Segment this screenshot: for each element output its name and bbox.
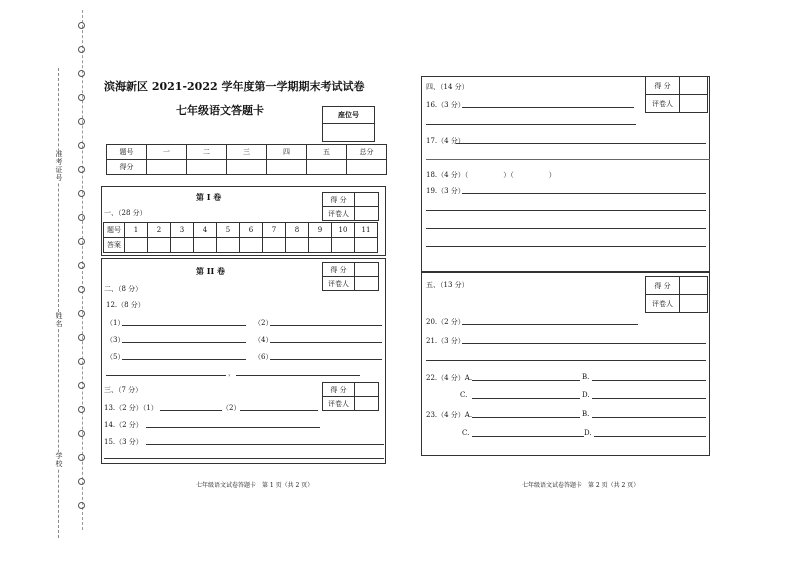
q15-line[interactable] bbox=[146, 444, 384, 445]
seat-input[interactable] bbox=[323, 124, 375, 142]
grader-cell[interactable] bbox=[355, 397, 379, 411]
q22-a-line[interactable] bbox=[472, 380, 580, 381]
seal-label-name: 姓名 bbox=[52, 312, 64, 328]
blank-7-line[interactable] bbox=[106, 375, 226, 376]
answer-cell[interactable] bbox=[125, 238, 148, 253]
grid-number: 3 bbox=[171, 223, 194, 238]
score-row-label: 得分 bbox=[107, 160, 147, 175]
grid-number: 2 bbox=[148, 223, 171, 238]
grid-number: 6 bbox=[240, 223, 263, 238]
q22-c-label: C. bbox=[460, 391, 468, 399]
q23-b-label: B. bbox=[582, 410, 590, 418]
score-col: 五 bbox=[307, 145, 347, 160]
q23-c-line[interactable] bbox=[472, 436, 584, 437]
blank-4-label: （4） bbox=[254, 336, 273, 344]
q13-label: 13.（2 分）（1） bbox=[104, 404, 158, 412]
q23-d-label: D. bbox=[584, 429, 592, 437]
score-label: 得 分 bbox=[323, 193, 355, 207]
hole-mark bbox=[78, 94, 85, 101]
hole-mark bbox=[78, 166, 85, 173]
score-col: 三 bbox=[227, 145, 267, 160]
grid-number: 8 bbox=[286, 223, 309, 238]
score-col: 二 bbox=[187, 145, 227, 160]
answer-cell[interactable] bbox=[286, 238, 309, 253]
section3-label: 三、（7 分） bbox=[104, 386, 143, 394]
footer-right: 七年级语文试卷答题卡 第 2 页（共 2 页） bbox=[522, 482, 640, 489]
score-cell[interactable] bbox=[355, 193, 379, 207]
hole-mark bbox=[78, 142, 85, 149]
comma-separator: ， bbox=[228, 369, 235, 377]
score-col: 总分 bbox=[347, 145, 387, 160]
score-label: 得 分 bbox=[646, 77, 680, 95]
score-summary-table bbox=[106, 144, 387, 175]
grader-label: 评卷人 bbox=[646, 295, 680, 313]
seat-label: 座位号 bbox=[323, 107, 375, 124]
grid-number: 11 bbox=[355, 223, 378, 238]
hole-mark bbox=[78, 262, 85, 269]
grid-number: 5 bbox=[217, 223, 240, 238]
answer-cell[interactable] bbox=[171, 238, 194, 253]
q22-c-line[interactable] bbox=[472, 398, 580, 399]
hole-mark bbox=[78, 358, 85, 365]
q19-line-3[interactable] bbox=[426, 228, 706, 229]
q22-d-label: D. bbox=[582, 391, 590, 399]
q19-line-4[interactable] bbox=[426, 246, 706, 247]
part2-title: 第 II 卷 bbox=[196, 266, 226, 276]
grader-label: 评卷人 bbox=[323, 207, 355, 221]
score-col: 一 bbox=[147, 145, 187, 160]
blank-1-line[interactable] bbox=[122, 325, 246, 326]
q22-d-line[interactable] bbox=[592, 398, 706, 399]
seal-label-school: 学校 bbox=[52, 452, 64, 468]
q23-label: 23.（4 分）A. bbox=[426, 411, 473, 419]
score-label: 得 分 bbox=[323, 383, 355, 397]
q13-2-label: （2） bbox=[222, 404, 241, 412]
section5-label: 五、（13 分） bbox=[426, 281, 469, 289]
seal-label-exam-id: 准考证号 bbox=[52, 150, 64, 182]
blank-6-line[interactable] bbox=[270, 359, 382, 360]
hole-mark bbox=[78, 454, 85, 461]
blank-3-label: （3） bbox=[106, 336, 125, 344]
score-table-header: 题号 bbox=[107, 145, 147, 160]
score-label: 得 分 bbox=[323, 263, 355, 277]
q21-line[interactable] bbox=[462, 343, 706, 344]
section2-label: 二、（8 分） bbox=[104, 285, 143, 293]
q12-label: 12.（8 分） bbox=[106, 301, 145, 309]
answer-cell[interactable] bbox=[355, 238, 378, 253]
blank-5-label: （5） bbox=[106, 353, 125, 361]
grader-cell[interactable] bbox=[680, 95, 708, 113]
hole-mark bbox=[78, 214, 85, 221]
blank-4-line[interactable] bbox=[270, 342, 382, 343]
grader-label: 评卷人 bbox=[323, 397, 355, 411]
blank-2-label: （2） bbox=[254, 319, 273, 327]
hole-mark bbox=[78, 478, 85, 485]
score-cell[interactable] bbox=[227, 160, 267, 175]
q21-line-2[interactable] bbox=[426, 360, 706, 361]
q14-label: 14.（2 分） bbox=[104, 421, 143, 429]
hole-mark bbox=[78, 118, 85, 125]
q22-b-line[interactable] bbox=[592, 380, 706, 381]
score-cell[interactable] bbox=[347, 160, 387, 175]
q22-b-label: B. bbox=[582, 373, 590, 381]
score-col: 四 bbox=[267, 145, 307, 160]
section3-score-box bbox=[322, 382, 379, 411]
q18-label: 18.（4 分）（ ）（ ） bbox=[426, 171, 556, 179]
q16-label: 16.（3 分） bbox=[426, 101, 465, 109]
grid-number: 9 bbox=[309, 223, 332, 238]
footer-left: 七年级语文试卷答题卡 第 1 页（共 2 页） bbox=[196, 482, 314, 489]
hole-mark bbox=[78, 46, 85, 53]
hole-mark bbox=[78, 286, 85, 293]
exam-title: 滨海新区 2021-2022 学年度第一学期期末考试试卷 bbox=[104, 80, 365, 93]
blank-8-line[interactable] bbox=[236, 375, 360, 376]
answer-cell[interactable] bbox=[263, 238, 286, 253]
q14-line[interactable] bbox=[146, 427, 320, 428]
grid-number: 7 bbox=[263, 223, 286, 238]
q17-line[interactable] bbox=[456, 143, 706, 144]
score-cell[interactable] bbox=[680, 277, 708, 295]
q13-2-line[interactable] bbox=[240, 410, 318, 411]
answer-cell[interactable] bbox=[148, 238, 171, 253]
grid-q-label: 题号 bbox=[104, 223, 125, 238]
section4-divider bbox=[426, 159, 710, 160]
score-label: 得 分 bbox=[646, 277, 680, 295]
hole-mark bbox=[78, 310, 85, 317]
grid-number: 1 bbox=[125, 223, 148, 238]
q22-label: 22.（4 分）A. bbox=[426, 374, 473, 382]
hole-mark bbox=[78, 406, 85, 413]
hole-mark bbox=[78, 238, 85, 245]
q23-d-line[interactable] bbox=[594, 436, 706, 437]
q15-line-2[interactable] bbox=[104, 458, 384, 459]
q23-c-label: C. bbox=[462, 429, 470, 437]
q19-line-2[interactable] bbox=[426, 210, 706, 211]
blank-3-line[interactable] bbox=[122, 342, 246, 343]
q20-label: 20.（2 分） bbox=[426, 318, 465, 326]
exam-subtitle: 七年级语文答题卡 bbox=[176, 104, 264, 117]
score-cell[interactable] bbox=[680, 77, 708, 95]
hole-mark bbox=[78, 382, 85, 389]
q21-label: 21.（3 分） bbox=[426, 337, 465, 345]
part1-title: 第 I 卷 bbox=[196, 192, 222, 202]
fold-dashed-line bbox=[82, 10, 83, 530]
part2-score-box bbox=[322, 262, 379, 291]
hole-mark bbox=[78, 22, 85, 29]
grid-a-label: 答案 bbox=[104, 238, 125, 253]
score-cell[interactable] bbox=[187, 160, 227, 175]
hole-mark bbox=[78, 334, 85, 341]
score-cell[interactable] bbox=[307, 160, 347, 175]
grader-cell[interactable] bbox=[355, 207, 379, 221]
score-cell[interactable] bbox=[355, 383, 379, 397]
answer-cell[interactable] bbox=[217, 238, 240, 253]
seat-number-box bbox=[322, 106, 375, 142]
q17-label: 17.（4 分） bbox=[426, 137, 465, 145]
grid-number: 10 bbox=[332, 223, 355, 238]
blank-5-line[interactable] bbox=[122, 359, 246, 360]
q20-line[interactable] bbox=[462, 324, 638, 325]
q16-line-2[interactable] bbox=[426, 124, 636, 125]
q16-line[interactable] bbox=[462, 107, 634, 108]
score-cell[interactable] bbox=[267, 160, 307, 175]
grader-cell[interactable] bbox=[355, 277, 379, 291]
hole-mark bbox=[78, 430, 85, 437]
answer-cell[interactable] bbox=[309, 238, 332, 253]
grid-number: 4 bbox=[194, 223, 217, 238]
score-cell[interactable] bbox=[147, 160, 187, 175]
answer-cell[interactable] bbox=[332, 238, 355, 253]
q19-label: 19.（3 分） bbox=[426, 187, 465, 195]
blank-1-label: （1） bbox=[106, 319, 125, 327]
hole-mark bbox=[78, 190, 85, 197]
score-cell[interactable] bbox=[355, 263, 379, 277]
q23-b-line[interactable] bbox=[592, 417, 706, 418]
grader-cell[interactable] bbox=[680, 295, 708, 313]
section1-label: 一、（28 分） bbox=[104, 209, 147, 217]
grader-label: 评卷人 bbox=[646, 95, 680, 113]
q23-a-line[interactable] bbox=[472, 417, 580, 418]
blank-6-label: （6） bbox=[254, 353, 273, 361]
blank-2-line[interactable] bbox=[270, 325, 382, 326]
part1-score-box bbox=[322, 192, 379, 221]
q13-1-line[interactable] bbox=[160, 410, 222, 411]
q15-label: 15.（3 分） bbox=[104, 438, 143, 446]
section4-label: 四、（14 分） bbox=[426, 83, 469, 91]
part1-answer-grid bbox=[103, 222, 378, 253]
q19-line[interactable] bbox=[462, 193, 706, 194]
answer-cell[interactable] bbox=[194, 238, 217, 253]
answer-cell[interactable] bbox=[240, 238, 263, 253]
section4-score-box bbox=[645, 76, 708, 113]
hole-mark bbox=[78, 70, 85, 77]
hole-mark bbox=[78, 502, 85, 509]
grader-label: 评卷人 bbox=[323, 277, 355, 291]
section5-score-box bbox=[645, 276, 708, 313]
